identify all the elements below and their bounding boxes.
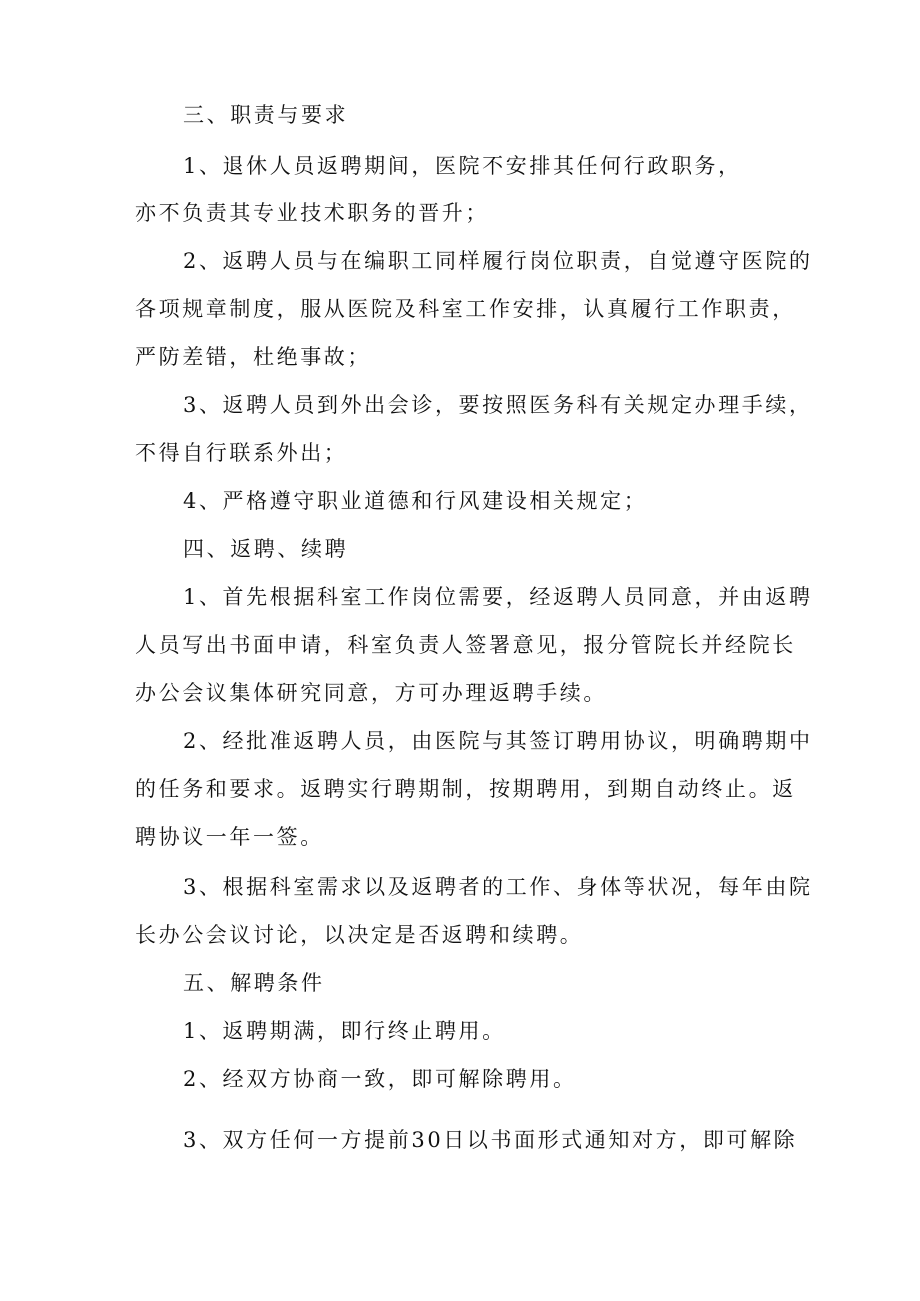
paragraph-line: 3、双方任何一方提前30日以书面形式通知对方，即可解除	[183, 1128, 798, 1152]
paragraph-line: 4、严格遵守职业道德和行风建设相关规定；	[183, 489, 648, 513]
paragraph-line: 不得自行联系外出；	[135, 441, 348, 465]
paragraph-line: 2、经批准返聘人员，由医院与其签订聘用协议，明确聘期中	[183, 729, 813, 753]
paragraph-line: 2、返聘人员与在编职工同样履行岗位职责，自觉遵守医院的	[183, 249, 813, 273]
section-heading-rehire: 四、返聘、续聘	[183, 537, 349, 561]
paragraph-line: 2、经双方协商一致，即可解除聘用。	[183, 1067, 577, 1091]
paragraph-line: 的任务和要求。返聘实行聘期制，按期聘用，到期自动终止。返	[135, 777, 796, 801]
paragraph-line: 1、返聘期满，即行终止聘用。	[183, 1019, 506, 1043]
paragraph-line: 亦不负责其专业技术职务的晋升；	[135, 201, 489, 225]
paragraph-line: 1、退休人员返聘期间，医院不安排其任何行政职务，	[183, 154, 742, 178]
paragraph-line: 严防差错，杜绝事故；	[135, 345, 371, 369]
paragraph-line: 各项规章制度，服从医院及科室工作安排，认真履行工作职责，	[135, 297, 796, 321]
section-heading-duties: 三、职责与要求	[183, 103, 349, 127]
paragraph-line: 聘协议一年一签。	[135, 825, 324, 849]
paragraph-line: 长办公会议讨论，以决定是否返聘和续聘。	[135, 923, 584, 947]
section-heading-termination: 五、解聘条件	[183, 971, 325, 995]
paragraph-line: 3、返聘人员到外出会诊，要按照医务科有关规定办理手续，	[183, 393, 813, 417]
paragraph-line: 1、首先根据科室工作岗位需要，经返聘人员同意，并由返聘	[183, 585, 813, 609]
paragraph-line: 人员写出书面申请，科室负责人签署意见，报分管院长并经院长	[135, 633, 796, 657]
paragraph-line: 办公会议集体研究同意，方可办理返聘手续。	[135, 681, 607, 705]
paragraph-line: 3、根据科室需求以及返聘者的工作、身体等状况，每年由院	[183, 875, 813, 899]
